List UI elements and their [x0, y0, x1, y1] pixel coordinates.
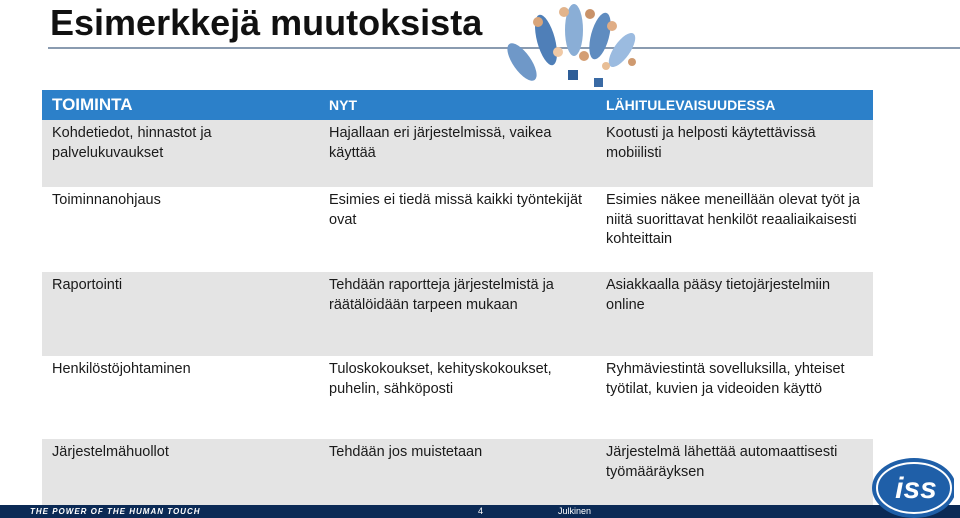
- classification-label: Julkinen: [558, 506, 592, 516]
- table-cell: Asiakkaalla pääsy tietojärjestelmiin online: [596, 272, 873, 356]
- footer-bar: [0, 505, 960, 518]
- page-title: Esimerkkejä muutoksista: [50, 2, 483, 43]
- footer-slogan: THE POWER OF THE HUMAN TOUCH: [30, 507, 201, 516]
- header-lahitulevaisuudessa: LÄHITULEVAISUUDESSA: [596, 90, 873, 120]
- table-cell: Järjestelmä lähettää automaattisesti työmääräyksen: [596, 439, 873, 507]
- table-cell: Hajallaan eri järjestelmissä, vaikea käyttää: [319, 120, 596, 187]
- logo-text: iss: [895, 472, 937, 505]
- table-cell: Henkilöstöjohtaminen: [42, 356, 319, 439]
- table-cell: Tuloskokoukset, kehityskokoukset, puhelin, sähköposti: [319, 356, 596, 439]
- hand-photo-collage-icon: [498, 0, 646, 98]
- table-cell: Esimies näkee meneillään olevat työt ja niitä suorittavat henkilöt reaaliaikaisesti kohteittain: [596, 187, 873, 272]
- table-cell: Raportointi: [42, 272, 319, 356]
- table-cell: Kohdetiedot, hinnastot ja palvelukuvaukset: [42, 120, 319, 187]
- table-cell: Tehdään jos muistetaan: [319, 439, 596, 507]
- table-cell: Ryhmäviestintä sovelluksilla, yhteiset työtilat, kuvien ja videoiden käyttö: [596, 356, 873, 439]
- table-cell: Järjestelmähuollot: [42, 439, 319, 507]
- table-row: [42, 356, 873, 439]
- table-cell: Toiminnanohjaus: [42, 187, 319, 272]
- header-nyt: NYT: [319, 90, 596, 120]
- table-row: [42, 187, 873, 272]
- table-row: [42, 439, 873, 507]
- table-row: [42, 272, 873, 356]
- iss-logo-icon: [862, 446, 954, 518]
- table-header-row: [42, 90, 873, 120]
- page-number: 4: [478, 506, 484, 516]
- table-cell: Kootusti ja helposti käytettävissä mobiilisti: [596, 120, 873, 187]
- table-cell: Esimies ei tiedä missä kaikki työntekijät ovat: [319, 187, 596, 272]
- header-toiminta: TOIMINTA: [42, 90, 319, 120]
- changes-table: [42, 90, 873, 507]
- table-row: [42, 120, 873, 187]
- table-cell: Tehdään raportteja järjestelmistä ja räätälöidään tarpeen mukaan: [319, 272, 596, 356]
